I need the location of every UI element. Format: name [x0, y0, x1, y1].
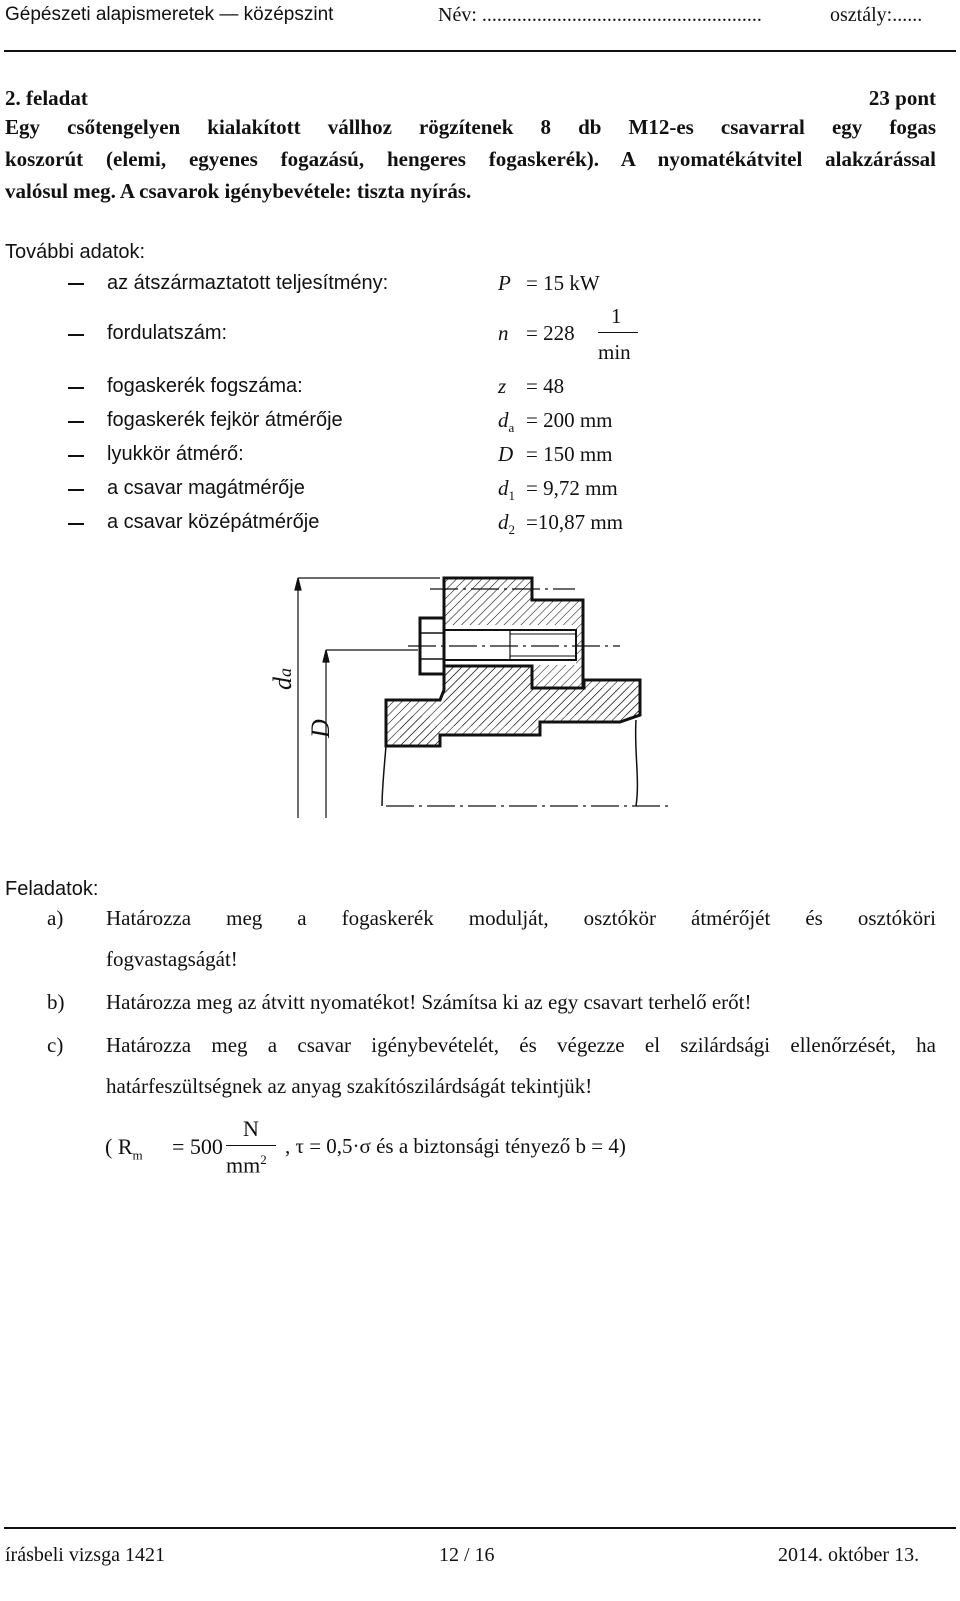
footer-rule: [4, 1527, 956, 1529]
formula-denominator: $mm^2$: [226, 1152, 267, 1178]
task-c-line-2: határfeszültségnek az anyag szakítószilárdságát tekintjük!: [106, 1074, 593, 1098]
data-value-teeth: = 48: [526, 374, 565, 398]
task-a-line-2: fogvastagságát!: [106, 947, 238, 971]
data-speed-frac-den: min: [598, 340, 631, 364]
data-heading: További adatok:: [5, 241, 146, 263]
data-value-tip-diameter: = 200 mm: [526, 408, 613, 432]
task-points: 23 pont: [868, 86, 936, 110]
data-value-power: = 15 kW: [526, 271, 600, 295]
footer-page-number: 12 / 16: [439, 1544, 495, 1566]
data-speed-frac-num: 1: [611, 304, 622, 328]
task-c-line-1: Határozza meg a csavar igénybevételét, és végezze el szilárdsági ellenőrzését, ha: [106, 1033, 936, 1057]
data-label-power: az átszármaztatott teljesítmény:: [107, 272, 389, 294]
formula-rm: ( $R_m$: [105, 1134, 143, 1163]
data-label-tip-diameter: fogaskerék fejkör átmérője: [107, 409, 343, 431]
data-symbol-speed: n: [498, 321, 509, 345]
tube-body: [386, 666, 640, 746]
label-tip-diameter-dim: da: [268, 668, 297, 690]
formula-value: = 500: [172, 1134, 223, 1159]
task-b-letter: b): [47, 990, 65, 1014]
task-intro-line-1: Egy csőtengelyen kialakított vállhoz rögzítenek 8 db M12-es csavarral egy fogas: [5, 115, 936, 139]
task-a-letter: a): [47, 906, 64, 930]
data-label-pitch-diameter: a csavar középátmérője: [107, 511, 320, 533]
footer-date: 2014. október 13.: [778, 1544, 920, 1566]
data-label-teeth: fogaskerék fogszáma:: [107, 375, 303, 397]
header-class-field: osztály:......: [830, 4, 923, 26]
formula-rest: , τ = 0,5·σ és a biztonsági tényező b = 4): [285, 1134, 626, 1158]
data-value-pitch-diameter: =10,87 mm: [526, 510, 624, 534]
data-symbol-core-diameter: $d_1$: [498, 476, 515, 504]
data-label-hole-circle: lyukkör átmérő:: [107, 443, 244, 465]
data-label-speed: fordulatszám:: [107, 322, 228, 344]
label-hole-circle-dim: D: [306, 719, 335, 738]
data-symbol-power: P: [498, 271, 511, 295]
task-title: 2. feladat: [5, 86, 88, 110]
header-name-field: Név: ........................................................: [438, 4, 762, 26]
tasks-heading: Feladatok:: [5, 878, 99, 900]
data-symbol-teeth: z: [498, 374, 507, 398]
formula-numerator: N: [243, 1116, 259, 1141]
data-value-speed: = 228: [526, 321, 575, 345]
data-value-hole-circle: = 150 mm: [526, 442, 613, 466]
data-label-core-diameter: a csavar magátmérője: [107, 477, 305, 499]
task-b-line-1: Határozza meg az átvitt nyomatékot! Számítsa ki az egy csavart terhelő erőt!: [106, 990, 752, 1014]
task-intro-line-3: valósul meg. A csavarok igénybevétele: tiszta nyírás.: [5, 179, 472, 203]
task-a-line-1: Határozza meg a fogaskerék modulját, osztókör átmérőjét és osztóköri: [106, 906, 936, 930]
header-subject: Gépészeti alapismeretek — középszint: [5, 4, 334, 25]
task-c-letter: c): [47, 1033, 64, 1057]
data-value-core-diameter: = 9,72 mm: [526, 476, 618, 500]
data-symbol-tip-diameter: $d_a$: [498, 408, 515, 436]
data-symbol-pitch-diameter: $d_2$: [498, 510, 515, 538]
task-intro-line-2: koszorút (elemi, egyenes fogazású, hengeres fogaskerék). A nyomatékátvitel alakzárással: [5, 147, 936, 171]
footer-exam-id: írásbeli vizsga 1421: [5, 1544, 165, 1566]
dimension-lines: [295, 578, 440, 818]
formula-fraction-bar: [226, 1145, 276, 1146]
data-symbol-hole-circle: D: [498, 442, 514, 466]
